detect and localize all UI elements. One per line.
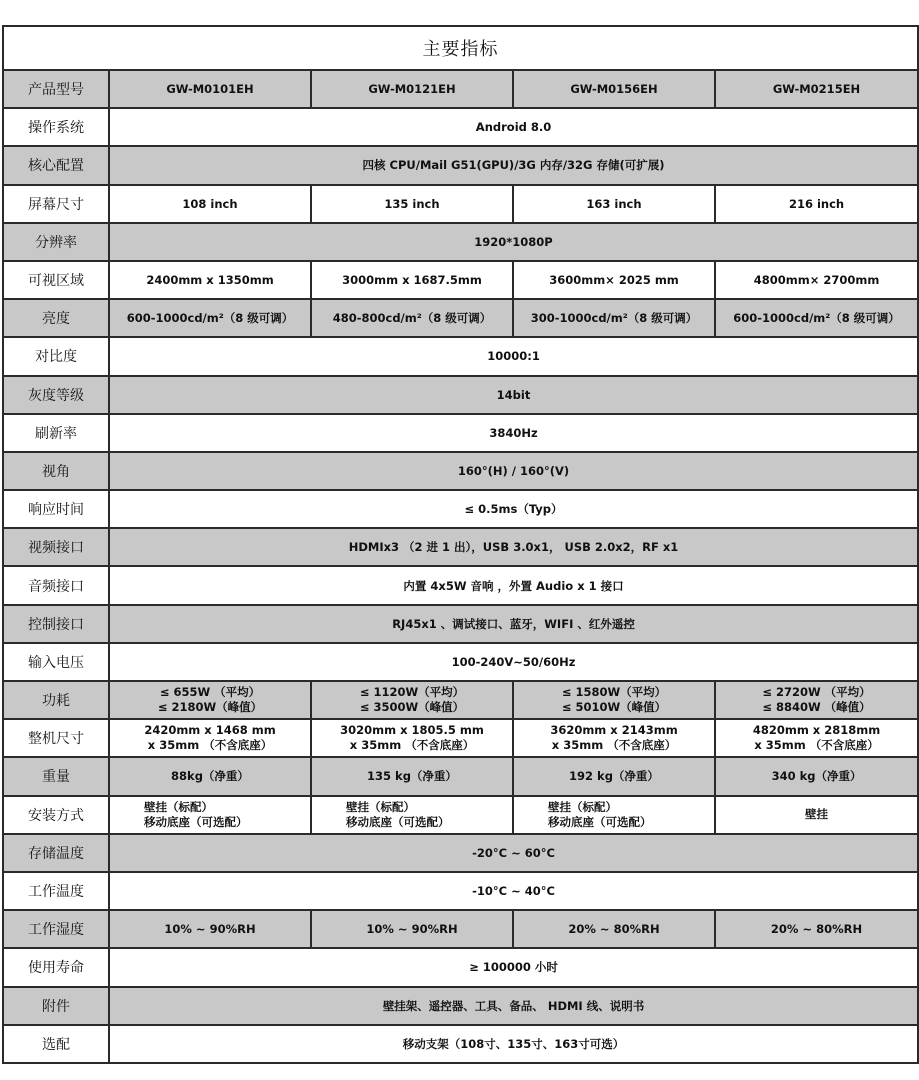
spec-label: 工作湿度	[3, 910, 109, 948]
spec-value: 192 kg（净重）	[513, 757, 715, 795]
spec-value: 内置 4x5W 音响 ，外置 Audio x 1 接口	[109, 566, 918, 604]
spec-value: GW-M0121EH	[311, 70, 513, 108]
spec-value: 3600mm× 2025 mm	[513, 261, 715, 299]
table-title: 主要指标	[3, 26, 918, 70]
spec-row	[3, 834, 918, 872]
spec-label: 视频接口	[3, 528, 109, 566]
spec-value: 2400mm x 1350mm	[109, 261, 311, 299]
spec-value-line: ≤ 1580W（平均）	[561, 685, 667, 700]
spec-value	[311, 796, 513, 834]
spec-label: 灰度等级	[3, 376, 109, 414]
spec-value: 108 inch	[109, 185, 311, 223]
spec-value: 135 inch	[311, 185, 513, 223]
spec-value: GW-M0215EH	[715, 70, 918, 108]
spec-row	[3, 987, 918, 1025]
spec-label: 输入电压	[3, 643, 109, 681]
spec-value-line: x 35mm （不含底座）	[551, 738, 677, 753]
spec-value: 壁挂架、遥控器、工具、备品、 HDMI 线、说明书	[109, 987, 918, 1025]
spec-value: 10% ~ 90%RH	[109, 910, 311, 948]
spec-value-line: ≤ 655W （平均）	[159, 685, 261, 700]
spec-value-line: 3620mm x 2143mm	[550, 723, 678, 738]
spec-value: -10°C ~ 40°C	[109, 872, 918, 910]
spec-value: 20% ~ 80%RH	[513, 910, 715, 948]
spec-label: 附件	[3, 987, 109, 1025]
spec-value: 10000:1	[109, 337, 918, 375]
spec-label: 整机尺寸	[3, 719, 109, 757]
spec-value: 14bit	[109, 376, 918, 414]
spec-value: 移动支架（108寸、135寸、163寸可选）	[109, 1025, 918, 1063]
spec-row	[3, 872, 918, 910]
spec-row	[3, 910, 918, 948]
spec-value-line: 壁挂（标配）	[346, 799, 415, 814]
spec-value-line: 移动底座（可选配）	[346, 814, 450, 829]
spec-row	[3, 261, 918, 299]
spec-value: 340 kg（净重）	[715, 757, 918, 795]
spec-label: 屏幕尺寸	[3, 185, 109, 223]
spec-label: 视角	[3, 452, 109, 490]
spec-value	[715, 796, 918, 834]
spec-row	[3, 108, 918, 146]
spec-label: 音频接口	[3, 566, 109, 604]
spec-value: 480-800cd/m²（8 级可调）	[311, 299, 513, 337]
spec-label: 安装方式	[3, 796, 109, 834]
spec-value: HDMIx3 （2 进 1 出），USB 3.0x1， USB 2.0x2，RF x1	[109, 528, 918, 566]
spec-value: 20% ~ 80%RH	[715, 910, 918, 948]
spec-value: 100-240V~50/60Hz	[109, 643, 918, 681]
spec-value: 135 kg（净重）	[311, 757, 513, 795]
spec-value-line: ≤ 3500W（峰值）	[359, 700, 465, 715]
spec-value-line: x 35mm （不含底座）	[349, 738, 475, 753]
spec-row	[3, 643, 918, 681]
spec-value: 3000mm x 1687.5mm	[311, 261, 513, 299]
spec-label: 可视区域	[3, 261, 109, 299]
spec-label: 刷新率	[3, 414, 109, 452]
spec-label: 产品型号	[3, 70, 109, 108]
spec-label: 操作系统	[3, 108, 109, 146]
spec-row	[3, 948, 918, 986]
spec-label: 使用寿命	[3, 948, 109, 986]
spec-label: 响应时间	[3, 490, 109, 528]
spec-value	[109, 796, 311, 834]
title-row	[3, 26, 918, 70]
spec-row	[3, 185, 918, 223]
spec-value: 88kg（净重）	[109, 757, 311, 795]
spec-value	[311, 719, 513, 757]
spec-value	[311, 681, 513, 719]
spec-value: GW-M0101EH	[109, 70, 311, 108]
spec-label: 核心配置	[3, 146, 109, 184]
spec-label: 对比度	[3, 337, 109, 375]
spec-value: 4800mm× 2700mm	[715, 261, 918, 299]
spec-label: 亮度	[3, 299, 109, 337]
spec-value: 163 inch	[513, 185, 715, 223]
spec-row	[3, 757, 918, 795]
spec-value: 1920*1080P	[109, 223, 918, 261]
spec-value	[513, 681, 715, 719]
spec-value: Android 8.0	[109, 108, 918, 146]
spec-value	[513, 796, 715, 834]
spec-value: 600-1000cd/m²（8 级可调）	[109, 299, 311, 337]
spec-row	[3, 681, 918, 719]
spec-label: 重量	[3, 757, 109, 795]
spec-label: 分辨率	[3, 223, 109, 261]
spec-label: 控制接口	[3, 605, 109, 643]
spec-label: 功耗	[3, 681, 109, 719]
spec-value-line: 3020mm x 1805.5 mm	[340, 723, 484, 738]
spec-value	[715, 719, 918, 757]
spec-row	[3, 376, 918, 414]
spec-value-line: ≤ 2180W（峰值）	[157, 700, 263, 715]
spec-row	[3, 146, 918, 184]
spec-value-line: ≤ 1120W（平均）	[359, 685, 465, 700]
spec-row	[3, 452, 918, 490]
spec-value	[513, 719, 715, 757]
spec-row	[3, 223, 918, 261]
spec-value-line: 移动底座（可选配）	[144, 814, 248, 829]
spec-value: ≥ 100000 小时	[109, 948, 918, 986]
spec-row	[3, 605, 918, 643]
spec-value: 160°(H) / 160°(V)	[109, 452, 918, 490]
spec-value-line: x 35mm （不含底座）	[754, 738, 879, 753]
spec-label: 存储温度	[3, 834, 109, 872]
spec-value-line: ≤ 8840W （峰值）	[762, 700, 871, 715]
spec-table	[2, 25, 919, 1064]
spec-value-line: 2420mm x 1468 mm	[144, 723, 276, 738]
spec-value: 3840Hz	[109, 414, 918, 452]
spec-value-line: 壁挂（标配）	[144, 799, 213, 814]
spec-row	[3, 414, 918, 452]
spec-row	[3, 796, 918, 834]
spec-value: 四核 CPU/Mail G51(GPU)/3G 内存/32G 存储(可扩展)	[109, 146, 918, 184]
spec-value	[715, 681, 918, 719]
spec-value	[109, 681, 311, 719]
spec-row	[3, 299, 918, 337]
spec-row	[3, 719, 918, 757]
spec-label: 工作温度	[3, 872, 109, 910]
spec-table-body	[3, 26, 918, 1063]
spec-row	[3, 490, 918, 528]
spec-value-line: 壁挂	[805, 807, 829, 822]
spec-value: 300-1000cd/m²（8 级可调）	[513, 299, 715, 337]
spec-row	[3, 337, 918, 375]
spec-value: 600-1000cd/m²（8 级可调）	[715, 299, 918, 337]
spec-value: ≤ 0.5ms（Typ）	[109, 490, 918, 528]
spec-row	[3, 70, 918, 108]
spec-value-line: 4820mm x 2818mm	[752, 723, 881, 738]
spec-value-line: x 35mm （不含底座）	[147, 738, 273, 753]
spec-row	[3, 528, 918, 566]
spec-value: GW-M0156EH	[513, 70, 715, 108]
spec-value: 10% ~ 90%RH	[311, 910, 513, 948]
spec-value-line: ≤ 2720W （平均）	[762, 685, 871, 700]
spec-value-line: 移动底座（可选配）	[548, 814, 652, 829]
spec-row	[3, 1025, 918, 1063]
spec-label: 选配	[3, 1025, 109, 1063]
spec-value	[109, 719, 311, 757]
spec-value-line: 壁挂（标配）	[548, 799, 617, 814]
spec-row	[3, 566, 918, 604]
spec-value: 216 inch	[715, 185, 918, 223]
spec-value: RJ45x1 、调试接口、蓝牙，WIFI 、红外遥控	[109, 605, 918, 643]
spec-value: -20°C ~ 60°C	[109, 834, 918, 872]
spec-value-line: ≤ 5010W（峰值）	[561, 700, 667, 715]
